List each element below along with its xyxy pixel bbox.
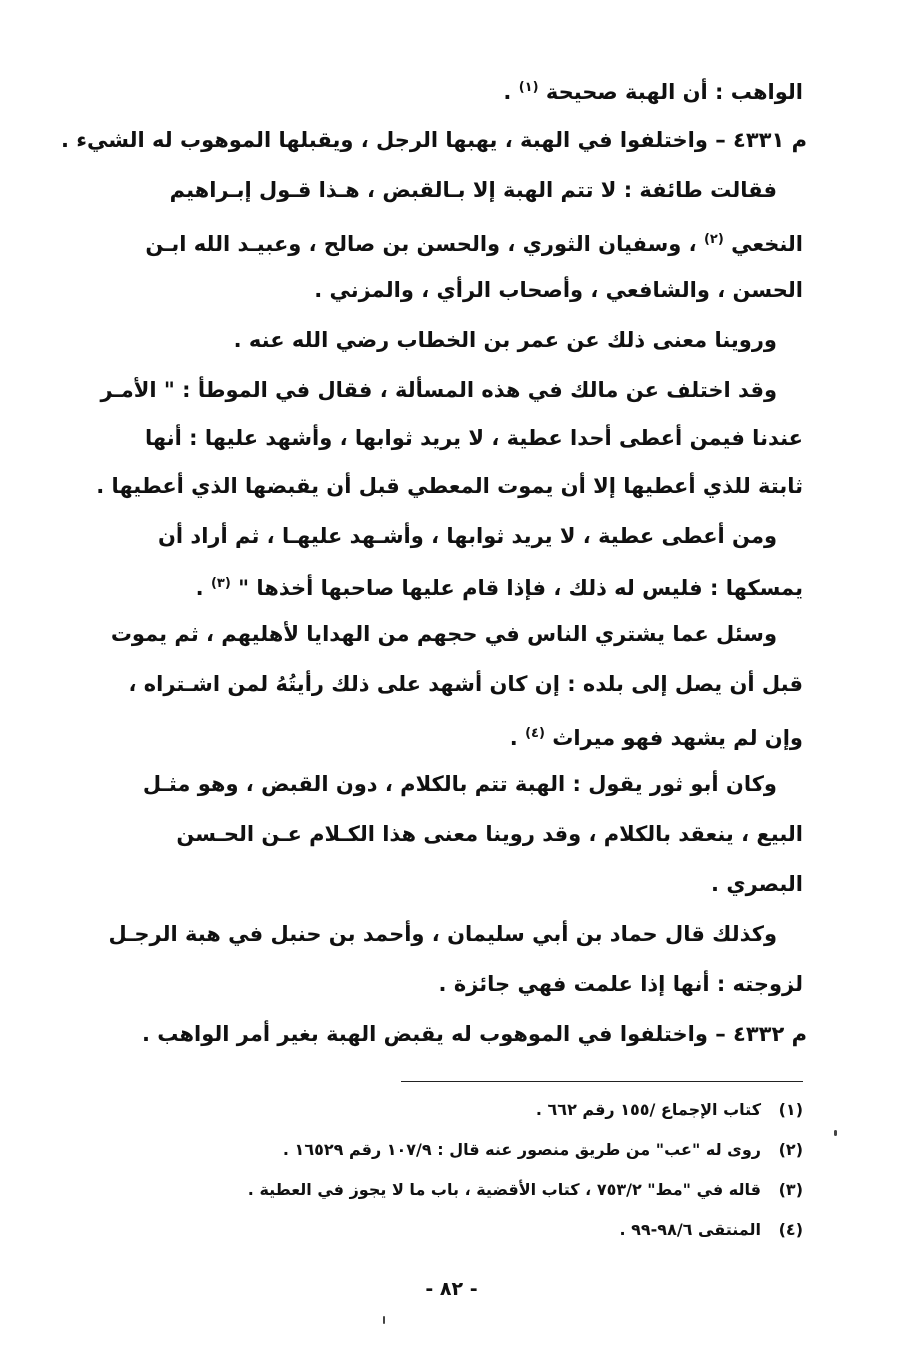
text-segment: وإن لم يشهد فهو ميراث <box>544 726 803 750</box>
text-line-3: فقالت طائفة : لا تتم الهبة إلا بـالقبض ، هـذا قـول إبـراهيم <box>169 178 777 202</box>
text-line-11 <box>197 566 803 602</box>
footnote-1 <box>197 1097 803 1123</box>
masala-4332-heading <box>97 1016 807 1052</box>
text-line-1 <box>197 70 803 106</box>
page-number: - ٨٢ - <box>425 1278 478 1300</box>
text-line-4 <box>145 222 803 258</box>
text-segment: . <box>195 576 211 600</box>
text-line-9: ثابتة للذي أعطيها إلا أن يموت المعطي قبل أن يقبضها الذي أعطيها . <box>96 474 803 498</box>
masala-text: واختلفوا في الهبة ، يهبها الرجل ، ويقبلها الموهوب له الشيء . <box>61 128 716 152</box>
text-segment: الواهب : أن الهبة صحيحة <box>538 80 803 104</box>
scan-speck <box>383 1316 385 1324</box>
footnote-number: (٣) <box>778 1180 803 1199</box>
masala-4331-heading <box>61 122 807 158</box>
text-line-18: وكذلك قال حماد بن أبي سليمان ، وأحمد بن حنبل في هبة الرجـل <box>108 922 777 946</box>
text-line-13: قبل أن يصل إلى بلده : إن كان أشهد على ذلك رأيتُهُ لمن اشـتراه ، <box>128 672 803 696</box>
footnote-text: المنتقى ٩٨/٦-٩٩ . <box>619 1220 761 1239</box>
footnote-text: كتاب الإجماع /١٥٥ رقم ٦٦٢ . <box>535 1100 761 1119</box>
footnote-number: (١) <box>778 1100 803 1119</box>
footnote-text: روى له "عب" من طريق منصور عنه قال : ١٠٧/٩ رقم ١٦٥٢٩ . <box>282 1140 761 1159</box>
masala-number: م ٤٣٣١ – <box>715 128 807 152</box>
masala-number: م ٤٣٣٢ – <box>715 1022 807 1046</box>
footnote-separator <box>401 1081 803 1082</box>
text-segment: . <box>503 80 519 104</box>
text-segment: النخعي <box>723 232 803 256</box>
text-line-17: البصري . <box>711 872 803 896</box>
text-line-5: الحسن ، والشافعي ، وأصحاب الرأي ، والمزني . <box>314 278 803 302</box>
footnote-2 <box>197 1137 803 1163</box>
text-line-15: وكان أبو ثور يقول : الهبة تتم بالكلام ، دون القبض ، وهو مثـل <box>142 772 777 796</box>
scan-speck <box>834 1130 837 1136</box>
text-line-10: ومن أعطى عطية ، لا يريد ثوابها ، وأشـهد عليهـا ، ثم أراد أن <box>158 524 777 548</box>
masala-text: واختلفوا في الموهوب له يقبض الهبة بغير أمر الواهب . <box>141 1022 716 1046</box>
footnote-number: (٤) <box>778 1220 803 1239</box>
text-line-12: وسئل عما يشتري الناس في حجهم من الهدايا لأهليهم ، ثم يموت <box>110 622 777 646</box>
text-line-8: عندنا فيمن أعطى أحدا عطية ، لا يريد ثوابها ، وأشهد عليها : أنها <box>145 426 803 450</box>
footnote-ref-3[interactable]: (٣) <box>210 576 231 591</box>
footnote-number: (٢) <box>778 1140 803 1159</box>
footnote-text: قاله في "مط" ٧٥٣/٢ ، كتاب الأقضية ، باب ما لا يجوز في العطية . <box>247 1180 761 1199</box>
footnote-3 <box>197 1177 803 1203</box>
footnote-ref-1[interactable]: (١) <box>518 80 539 95</box>
footnote-4 <box>197 1217 803 1243</box>
text-segment: ، وسفيان الثوري ، والحسن بن صالح ، وعبيـد الله ابـن <box>145 232 704 256</box>
text-line-19: لزوجته : أنها إذا علمت فهي جائزة . <box>438 972 803 996</box>
text-line-14 <box>197 716 803 752</box>
text-segment: يمسكها : فليس له ذلك ، فإذا قام عليها صاحبها أخذها " <box>230 576 803 600</box>
footnote-ref-2[interactable]: (٢) <box>703 232 724 247</box>
text-line-6: وروينا معنى ذلك عن عمر بن الخطاب رضي الله عنه . <box>233 328 777 352</box>
text-line-7: وقد اختلف عن مالك في هذه المسألة ، فقال في الموطأ : " الأمـر <box>100 378 777 402</box>
text-line-16: البيع ، ينعقد بالكلام ، وقد روينا معنى هذا الكـلام عـن الحـسن <box>176 822 803 846</box>
footnote-ref-4[interactable]: (٤) <box>525 726 545 741</box>
text-segment: . <box>509 726 526 750</box>
